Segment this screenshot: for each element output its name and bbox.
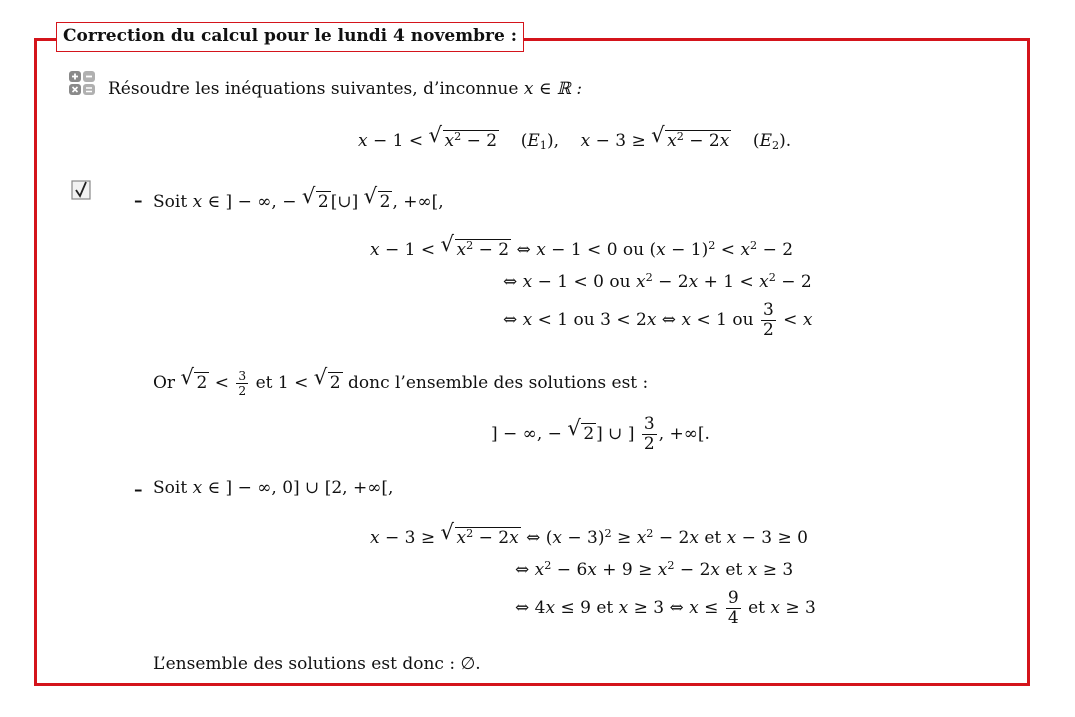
list-dash: – xyxy=(134,191,143,211)
case-2-line-1: x − 3 ≥ √ $x^2 - 2x$ ⇔ $(x - 3)^2 \ge x^2 - 2x$ et x − 3 ≥ 0 xyxy=(370,527,808,547)
case-1-solution: ] − ∞, − √ 2 ] ∪ ] $\frac{3}{2}$ , +∞[. xyxy=(491,416,710,453)
calculator-icon xyxy=(68,70,96,96)
fraction: $\frac{3}{2}$ xyxy=(643,414,655,454)
equation-main: x − 1 < √ $x^2 - 2$ $(E_1)$, x − 3 ≥ √ $x^2 - 2x$ $(E_2)$. xyxy=(358,130,791,150)
checkbox-checked-icon xyxy=(71,179,93,201)
case-2-conclusion: L’ensemble des solutions est donc : ∅. xyxy=(153,654,481,674)
sqrt-expression: √ $x^2 - 2x$ xyxy=(651,130,731,150)
fraction: $\frac{3}{2}$ xyxy=(238,369,247,399)
statement-var: x ∈ ℝ : xyxy=(523,79,583,99)
case-2-line-2: ⇔ $x^2 - 6x + 9 \ge x^2 - 2x$ et x ≥ 3 xyxy=(515,558,794,580)
page-title: Correction du calcul pour le lundi 4 novembre : xyxy=(56,22,524,52)
case-1-remark: Or √ 2 < $\frac{3}{2}$ et 1 < √ 2 donc l’ensemble des solutions est : xyxy=(153,370,648,397)
fraction: $\frac{9}{4}$ xyxy=(727,588,739,628)
fraction: $\frac{3}{2}$ xyxy=(762,300,774,340)
sqrt-expression: √ $x^2 - 2$ xyxy=(429,130,500,150)
case-1-intro: Soit x ∈ ] − ∞, − √ 2 [∪] √ 2 , +∞[, xyxy=(153,191,444,211)
case-1-line-3: ⇔ x < 1 ou 3 < 2x ⇔ x < 1 ou $\frac{3}{2}$ < x xyxy=(503,300,813,340)
list-dash: – xyxy=(134,480,143,500)
case-1-line-2: ⇔ x − 1 < 0 ou $x^2 - 2x + 1 < x^2 - 2$ xyxy=(503,270,812,292)
statement xyxy=(108,81,582,98)
case-2-intro: Soit x ∈ ] − ∞, 0] ∪ [2, +∞[, xyxy=(153,478,394,498)
case-1-line-1: x − 1 < √ $x^2 - 2$ ⇔ x − 1 < 0 ou $(x - 1)^2 < x^2 - 2$ xyxy=(370,239,793,259)
statement-text: Résoudre les inéquations suivantes, d’inconnue xyxy=(108,79,519,99)
case-2-line-3: ⇔ 4x ≤ 9 et x ≥ 3 ⇔ x ≤ $\frac{9}{4}$ et x ≥ 3 xyxy=(515,588,816,628)
